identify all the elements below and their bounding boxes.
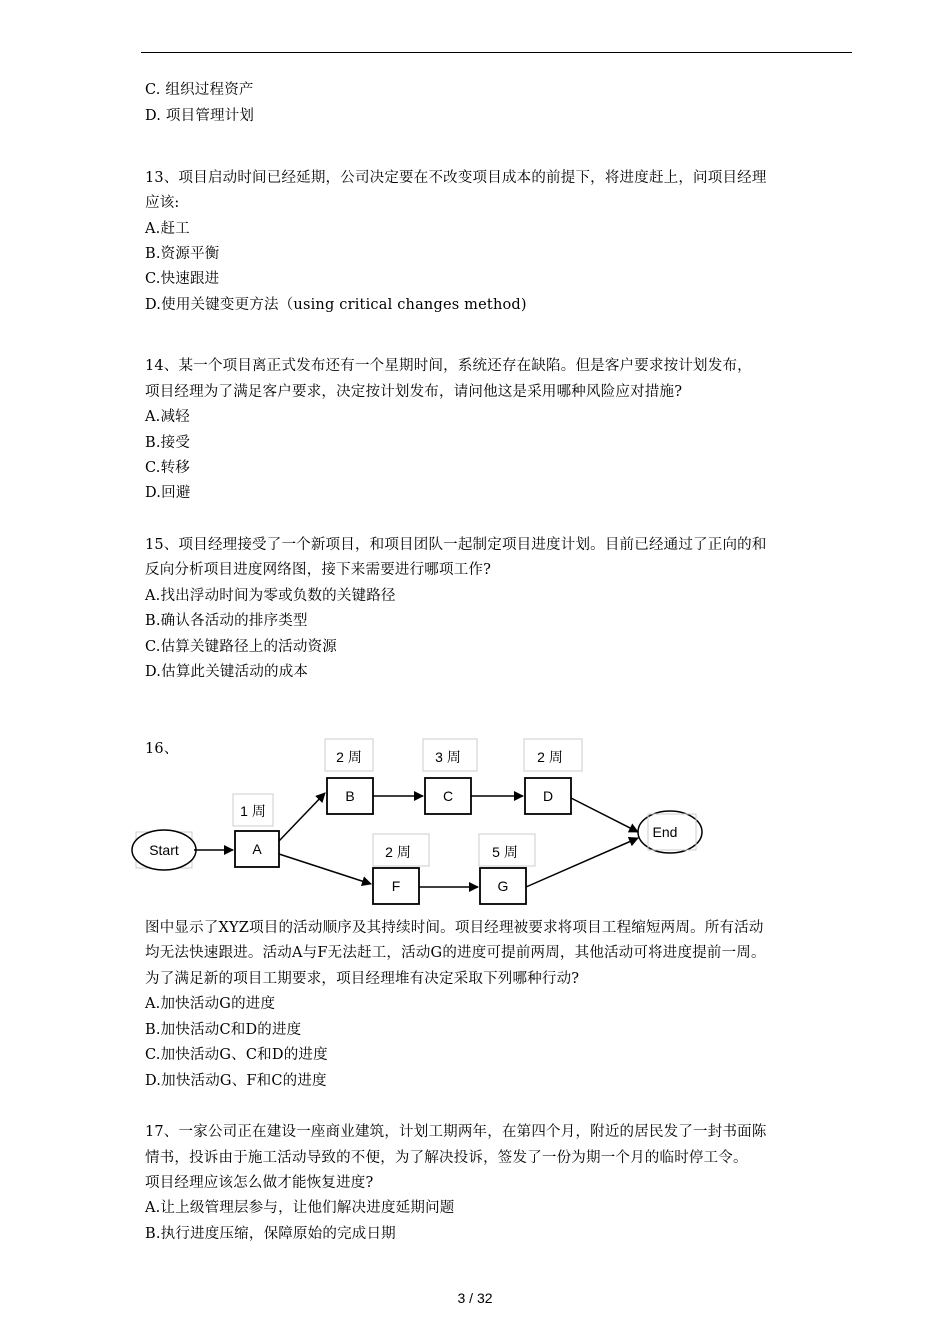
q15-option-b: B.确认各活动的排序类型 [145, 613, 308, 629]
q13-option-b: B.资源平衡 [145, 246, 220, 262]
q16-option-a: A.加快活动G的进度 [145, 996, 276, 1012]
q16-text-1: 图中显示了XYZ项目的活动顺序及其持续时间。项目经理被要求将项目工程缩短两周。所有活动 [145, 920, 764, 936]
q13-text-1: 13、项目启动时间已经延期，公司决定要在不改变项目成本的前提下，将进度赶上，问项目经理 [145, 170, 767, 186]
arrow-g-end [526, 838, 638, 887]
q17-text-3: 项目经理应该怎么做才能恢复进度? [145, 1175, 374, 1191]
arrow-a-f [279, 854, 371, 884]
q16-option-d: D.加快活动G、F和C的进度 [145, 1073, 327, 1089]
node-b-duration: 2 周 [336, 749, 362, 765]
q15-option-d: D.估算此关键活动的成本 [145, 664, 309, 680]
q17-text-1: 17、一家公司正在建设一座商业建筑，计划工期两年，在第四个月，附近的居民发了一封书面陈 [145, 1124, 767, 1140]
page-number: 3 / 32 [457, 1290, 493, 1306]
network-diagram [128, 734, 708, 914]
q14-option-a: A.减轻 [145, 409, 190, 425]
end-label: End [652, 824, 678, 840]
q13-option-d: D.使用关键变更方法（using critical changes method) [145, 297, 527, 313]
node-d-label: D [542, 788, 554, 804]
node-f-duration: 2 周 [385, 844, 411, 860]
q17-text-2: 情书，投诉由于施工活动导致的不便，为了解决投诉，签发了一份为期一个月的临时停工令。 [145, 1150, 748, 1166]
q17-option-b: B.执行进度压缩，保障原始的完成日期 [145, 1226, 396, 1242]
q17-option-a: A.让上级管理层参与，让他们解决进度延期问题 [145, 1200, 455, 1216]
q13-text-2: 应该: [145, 195, 180, 211]
q16-text-3: 为了满足新的项目工期要求，项目经理堆有决定采取下列哪种行动? [145, 971, 580, 987]
q13-option-c: C.快速跟进 [145, 271, 220, 287]
q15-option-a: A.找出浮动时间为零或负数的关键路径 [145, 588, 396, 604]
q14-option-b: B.接受 [145, 435, 191, 451]
q15-text-1: 15、项目经理接受了一个新项目，和项目团队一起制定项目进度计划。目前已经通过了正向的和 [145, 537, 767, 553]
q16-option-b: B.加快活动C和D的进度 [145, 1022, 302, 1038]
q15-option-c: C.估算关键路径上的活动资源 [145, 639, 337, 655]
node-g-label: G [497, 878, 509, 894]
q16-text-2: 均无法快速跟进。活动A与F无法赶工，活动G的进度可提前两周，其他活动可将进度提前一周。 [145, 945, 766, 961]
node-g-duration: 5 周 [492, 844, 518, 860]
q13-option-a: A.赶工 [145, 221, 190, 237]
node-c-label: C [442, 788, 454, 804]
arrow-a-b [279, 793, 325, 841]
start-label: Start [149, 842, 179, 858]
q16-number: 16、 [145, 741, 179, 757]
q14-option-c: C.转移 [145, 460, 190, 476]
option-d-prev: D. 项目管理计划 [145, 108, 255, 124]
node-a-label: A [252, 841, 262, 857]
q14-option-d: D.回避 [145, 485, 191, 501]
header-rule [141, 52, 852, 53]
node-f-label: F [391, 878, 401, 894]
node-c-duration: 3 周 [435, 749, 461, 765]
q14-text-2: 项目经理为了满足客户要求，决定按计划发布，请问他这是采用哪种风险应对措施? [145, 384, 683, 400]
q14-text-1: 14、某一个项目离正式发布还有一个星期时间，系统还存在缺陷。但是客户要求按计划发布， [145, 358, 752, 374]
q16-option-c: C.加快活动G、C和D的进度 [145, 1047, 328, 1063]
q15-text-2: 反向分析项目进度网络图，接下来需要进行哪项工作? [145, 562, 492, 578]
node-d-duration: 2 周 [537, 749, 563, 765]
option-c-prev: C. 组织过程资产 [145, 82, 254, 98]
node-a-duration: 1 周 [240, 803, 266, 819]
node-b-label: B [345, 788, 355, 804]
arrow-d-end [571, 798, 638, 832]
